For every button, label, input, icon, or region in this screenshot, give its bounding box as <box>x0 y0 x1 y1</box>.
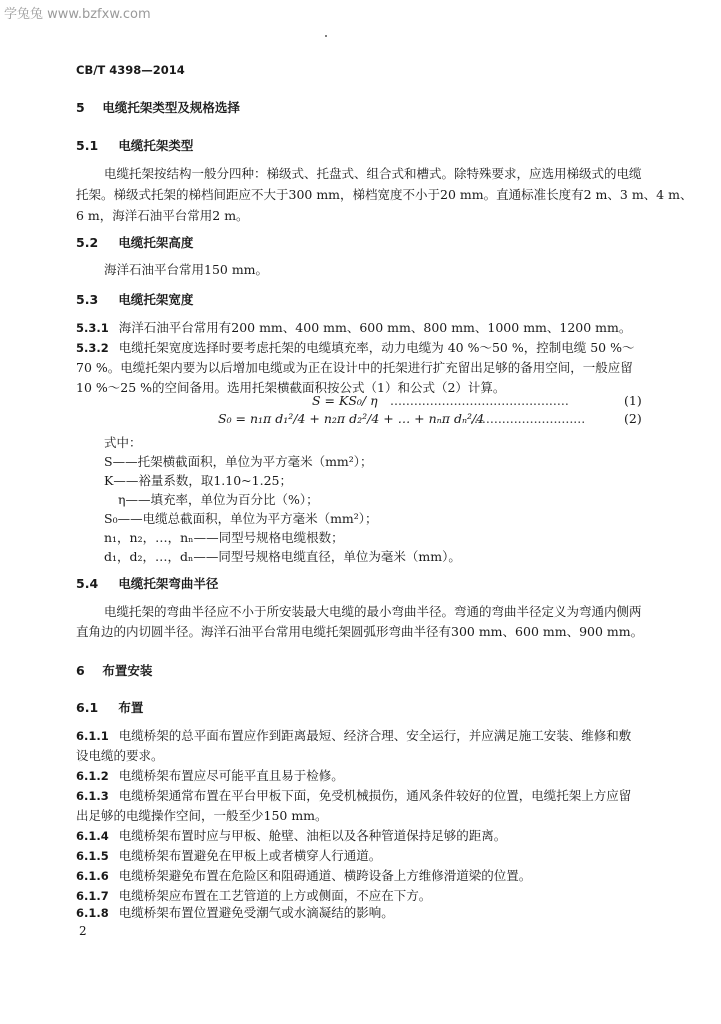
definition: d₁，d₂，…，dₙ——同型号规格电缆直径，单位为毫米（mm）。 <box>104 549 461 564</box>
watermark: 学兔兔 www.bzfxw.com <box>4 7 151 22</box>
definition: n₁，n₂，…，nₙ——同型号规格电缆根数； <box>104 530 344 545</box>
clause-6-1-7 <box>76 886 431 904</box>
section-title: 电缆托架高度 <box>118 235 194 250</box>
section-number: 5.4 <box>76 576 99 591</box>
formula-2-number: (2) <box>624 411 642 426</box>
formula-2: S₀ = n₁π d₁²/4 + n₂π d₂²/4 + … + nₙπ dₙ²/4 <box>218 411 485 426</box>
clause-text: 电缆桥架的总平面布置应作到距离最短、经济合理、安全运行，并应满足施工安装、维修和敷 <box>118 728 632 743</box>
paragraph-line: 托架。梯级式托架的梯档间距应不大于300 mm，梯档宽度不小于20 mm。直通标准长度有2 m、3 m、4 m、 <box>76 187 693 202</box>
clause-text: 电缆桥架应布置在工艺管道的上方或侧面，不应在下方。 <box>118 888 432 903</box>
section-6-heading <box>76 661 152 679</box>
clause-text: 电缆桥架布置位置避免受潮气或水滴凝结的影响。 <box>118 905 394 920</box>
section-5-heading <box>76 98 240 116</box>
clause-number: 6.1.8 <box>76 906 109 920</box>
clause-text: 电缆桥架通常布置在平台甲板下面，免受机械损伤，通风条件较好的位置，电缆托架上方应留 <box>118 788 632 803</box>
section-number: 5.1 <box>76 138 99 153</box>
paragraph-line: 6 m，海洋石油平台常用2 m。 <box>76 208 249 223</box>
clause-text: 电缆桥架布置应尽可能平直且易于检修。 <box>118 768 344 783</box>
definition: K——裕量系数，取1.10~1.25； <box>104 473 292 488</box>
clause-6-1-3 <box>76 786 631 804</box>
clause-6-1-2 <box>76 766 344 784</box>
section-title: 布置 <box>118 700 144 715</box>
section-number: 6 <box>76 663 85 678</box>
clause-number: 6.1.7 <box>76 889 109 903</box>
section-number: 6.1 <box>76 700 99 715</box>
section-5-4-heading <box>76 574 218 592</box>
clause-5-3-2 <box>76 338 634 356</box>
formula-1-number: (1) <box>624 393 642 408</box>
paragraph-line: 10 %～25 %的空间备用。选用托架横截面积按公式（1）和公式（2）计算。 <box>76 380 506 395</box>
page-number: 2 <box>79 924 87 938</box>
clause-text: 海洋石油平台常用有200 mm、400 mm、600 mm、800 mm、1000 mm、1200 mm。 <box>118 320 632 335</box>
clause-text: 电缆托架宽度选择时要考虑托架的电缆填充率，动力电缆为 40 %～50 %，控制电缆 50 %～ <box>118 340 635 355</box>
section-title: 电缆托架类型及规格选择 <box>102 100 240 115</box>
clause-number: 6.1.5 <box>76 849 109 863</box>
clause-6-1-6 <box>76 866 531 884</box>
clause-6-1-8 <box>76 903 394 921</box>
clause-text: 电缆桥架避免布置在危险区和阻碍通道、横跨设备上方维修滑道梁的位置。 <box>118 868 532 883</box>
paragraph-line: 出足够的电缆操作空间，一般至少150 mm。 <box>76 808 328 823</box>
clause-number: 6.1.3 <box>76 789 109 803</box>
formula-1: S = KS₀/ η <box>312 393 378 408</box>
section-title: 布置安装 <box>102 663 153 678</box>
clause-text: 电缆桥架布置避免在甲板上或者横穿人行通道。 <box>118 848 382 863</box>
clause-6-1-5 <box>76 846 381 864</box>
section-number: 5 <box>76 100 85 115</box>
clause-number: 6.1.1 <box>76 729 109 743</box>
paragraph-line: 电缆托架按结构一般分四种：梯级式、托盘式、组合式和槽式。除特殊要求，应选用梯级式的电缆 <box>104 166 642 181</box>
clause-number: 6.1.2 <box>76 769 109 783</box>
formula-leader: ............................................. <box>390 393 569 408</box>
paragraph-line: 直角边的内切圆半径。海洋石油平台常用电缆托架圆弧形弯曲半径有300 mm、600 mm、900 mm。 <box>76 624 644 639</box>
clause-number: 5.3.2 <box>76 341 109 355</box>
paragraph-line: 70 %。电缆托架内要为以后增加电缆或为正在设计中的托架进行扩充留出足够的备用空间，一般应留 <box>76 360 633 375</box>
definition: S₀——电缆总截面积，单位为平方毫米（mm²）； <box>104 511 378 526</box>
clause-number: 5.3.1 <box>76 321 109 335</box>
scan-speck <box>325 35 327 37</box>
section-5-3-heading <box>76 290 193 308</box>
section-title: 电缆托架弯曲半径 <box>118 576 219 591</box>
section-number: 5.2 <box>76 235 99 250</box>
section-number: 5.3 <box>76 292 99 307</box>
section-5-2-heading <box>76 233 193 251</box>
section-6-1-heading <box>76 698 143 716</box>
section-title: 电缆托架宽度 <box>118 292 194 307</box>
section-5-1-heading <box>76 136 193 154</box>
clause-6-1-1 <box>76 726 631 744</box>
clause-number: 6.1.6 <box>76 869 109 883</box>
formula-leader: ............................. <box>470 411 586 426</box>
clause-number: 6.1.4 <box>76 829 109 843</box>
standard-code: CB/T 4398—2014 <box>76 63 185 77</box>
section-title: 电缆托架类型 <box>118 138 194 153</box>
clause-text: 电缆桥架布置时应与甲板、舱壁、油柜以及各种管道保持足够的距离。 <box>118 828 507 843</box>
paragraph-line: 电缆托架的弯曲半径应不小于所安装最大电缆的最小弯曲半径。弯通的弯曲半径定义为弯通内侧两 <box>104 604 642 619</box>
where-label: 式中： <box>104 435 142 450</box>
paragraph-line: 海洋石油平台常用150 mm。 <box>104 262 269 277</box>
definition: S——托架横截面积，单位为平方毫米（mm²）； <box>104 454 373 469</box>
definition: η——填充率，单位为百分比（%）； <box>118 492 319 507</box>
clause-6-1-4 <box>76 826 506 844</box>
paragraph-line: 设电缆的要求。 <box>76 748 164 763</box>
clause-5-3-1 <box>76 318 631 336</box>
